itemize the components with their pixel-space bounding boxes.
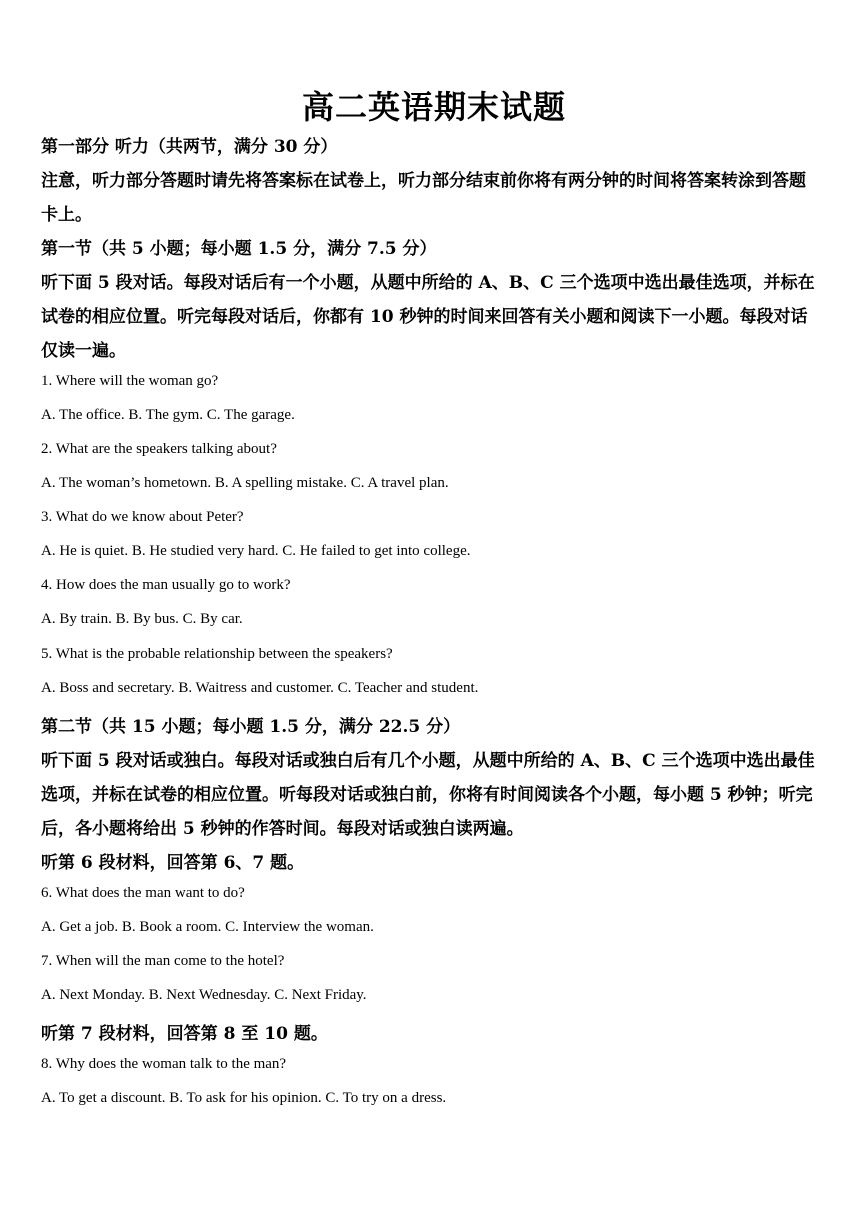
group7-heading: 听第 7 段材料，回答第 8 至 10 题。 [41,1024,328,1044]
question-text: 3. What do we know about Peter? [41,509,244,525]
answer-options: A. To get a discount. B. To ask for his opinion. C. To try on a dress. [41,1090,447,1106]
section1-instruction-2: 试卷的相应位置。听完每段对话后，你都有 10 秒钟的时间来回答有关小题和阅读下一小题。每段对话 [41,307,808,327]
answer-options: A. Get a job. B. Book a room. C. Interview the woman. [41,919,374,935]
group6-heading: 听第 6 段材料，回答第 6、7 题。 [41,853,305,873]
section2-instruction-3: 后，各小题将给出 5 秒钟的作答时间。每段对话或独白读两遍。 [41,819,524,839]
notice-line-1: 注意，听力部分答题时请先将答案标在试卷上，听力部分结束前你将有两分钟的时间将答案转涂到答题 [41,171,806,191]
section2-heading: 第二节（共 15 小题；每小题 1.5 分，满分 22.5 分） [41,717,461,737]
notice-line-2: 卡上。 [41,205,92,225]
answer-options: A. Boss and secretary. B. Waitress and customer. C. Teacher and student. [41,680,479,696]
question-text: 8. Why does the woman talk to the man? [41,1056,287,1072]
answer-options: A. He is quiet. B. He studied very hard. C. He failed to get into college. [41,543,471,559]
answer-options: A. The office. B. The gym. C. The garage. [41,407,295,423]
section1-instruction-1: 听下面 5 段对话。每段对话后有一个小题，从题中所给的 A、B、C 三个选项中选出最佳选项，并标在 [41,273,815,293]
question-text: 6. What does the man want to do? [41,885,245,901]
question-text: 1. Where will the woman go? [41,373,219,389]
answer-options: A. Next Monday. B. Next Wednesday. C. Next Friday. [41,987,367,1003]
section1-heading: 第一节（共 5 小题；每小题 1.5 分，满分 7.5 分） [41,239,437,259]
part1-heading: 第一部分 听力（共两节，满分 30 分） [41,137,338,157]
question-text: 2. What are the speakers talking about? [41,441,277,457]
page-title: 高二英语期末试题 [301,88,566,126]
answer-options: A. The woman’s hometown. B. A spelling mistake. C. A travel plan. [41,475,449,491]
answer-options: A. By train. B. By bus. C. By car. [41,611,243,627]
section1-instruction-3: 仅读一遍。 [41,341,126,361]
section2-instruction-2: 选项，并标在试卷的相应位置。听每段对话或独白前，你将有时间阅读各个小题，每小题 5 秒钟；听完 [41,785,813,805]
question-text: 5. What is the probable relationship between the speakers? [41,646,393,662]
section2-instruction-1: 听下面 5 段对话或独白。每段对话或独白后有几个小题，从题中所给的 A、B、C 三个选项中选出最佳 [41,751,815,771]
question-text: 4. How does the man usually go to work? [41,577,291,593]
question-text: 7. When will the man come to the hotel? [41,953,285,969]
